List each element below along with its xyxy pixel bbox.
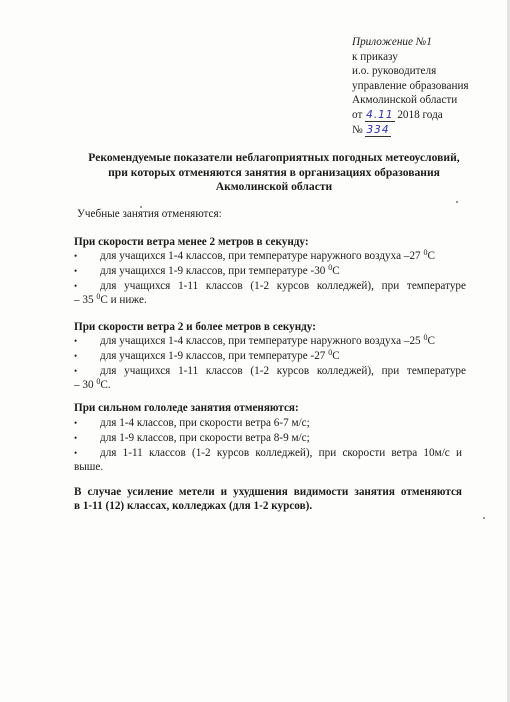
appendix-line: Акмолинской области <box>352 94 458 107</box>
list-item-continuation: – 35 $^0$С и ниже. <box>74 292 147 306</box>
final-note-line: В случае усиление метели и ухудшения видимости занятия отменяются <box>74 486 462 498</box>
list-item-continuation: выше. <box>74 461 104 473</box>
date-prefix: от <box>352 108 363 121</box>
appendix-line: к приказу <box>352 50 398 63</box>
bullet-icon: • <box>74 266 78 276</box>
scan-speck <box>483 517 485 519</box>
title-line: Акмолинской области <box>215 180 333 193</box>
bullet-icon: • <box>74 351 78 361</box>
section-heading: При скорости ветра менее 2 метров в секунду: <box>74 236 309 248</box>
title-line: при которых отменяются занятия в организациях образования <box>108 165 440 179</box>
appendix-line: и.о. руководителя <box>352 65 437 78</box>
appendix-number-line <box>352 123 469 138</box>
section-heading: При сильном гололеде занятия отменяются: <box>74 402 299 414</box>
scan-speck <box>456 201 458 203</box>
handwritten-date: 4.11 <box>366 108 394 121</box>
list-item: для учащихся 1-4 классов, при температуре наружного воздуха –25 $^0$С <box>100 333 435 347</box>
appendix-line: управление образования <box>352 79 469 92</box>
bullet-icon: • <box>74 448 78 458</box>
list-item-continuation: – 30 $^0$С. <box>74 377 111 391</box>
list-item: для 1-9 классов, при скорости ветра 8-9 м/с; <box>100 432 310 444</box>
bullet-icon: • <box>74 418 78 428</box>
list-item: для 1-11 классов (1-2 курсов колледжей), при скорости ветра 10м/с и <box>100 447 462 459</box>
number-prefix: № <box>352 123 363 136</box>
list-item: для 1-4 классов, при скорости ветра 6-7 м/с; <box>100 417 310 429</box>
document-title <box>64 151 484 195</box>
section-heading: При скорости ветра 2 и более метров в секунду: <box>74 321 316 333</box>
title-line: Рекомендуемые показатели неблагоприятных погодных метеоусловий, <box>88 151 460 164</box>
list-item: для учащихся 1-9 классов, при температуре -30 $^0$С <box>100 263 340 277</box>
scan-speck <box>140 206 142 208</box>
final-note-line: в 1-11 (12) классах, колледжах (для 1-2 курсов). <box>74 500 313 512</box>
appendix-date-line <box>352 108 469 123</box>
bullet-icon: • <box>74 433 78 443</box>
appendix-block <box>352 35 469 137</box>
bullet-icon: • <box>74 336 78 346</box>
list-item: для учащихся 1-4 классов, при температуре наружного воздуха –27 $^0$С <box>100 248 435 262</box>
bullet-icon: • <box>74 366 78 376</box>
intro-text: Учебные занятия отменяются: <box>77 208 222 220</box>
date-year: 2018 года <box>397 108 443 121</box>
bullet-icon: • <box>74 251 78 261</box>
handwritten-number: 334 <box>366 123 390 136</box>
appendix-title: Приложение №1 <box>352 36 432 48</box>
list-item: для учащихся 1-9 классов, при температуре -27 $^0$С <box>100 348 340 362</box>
list-item: для учащихся 1-11 классов (1-2 курсов колледжей), при температуре <box>100 365 466 377</box>
list-item: для учащихся 1-11 классов (1-2 курсов колледжей), при температуре <box>100 280 466 292</box>
bullet-icon: • <box>74 281 78 291</box>
